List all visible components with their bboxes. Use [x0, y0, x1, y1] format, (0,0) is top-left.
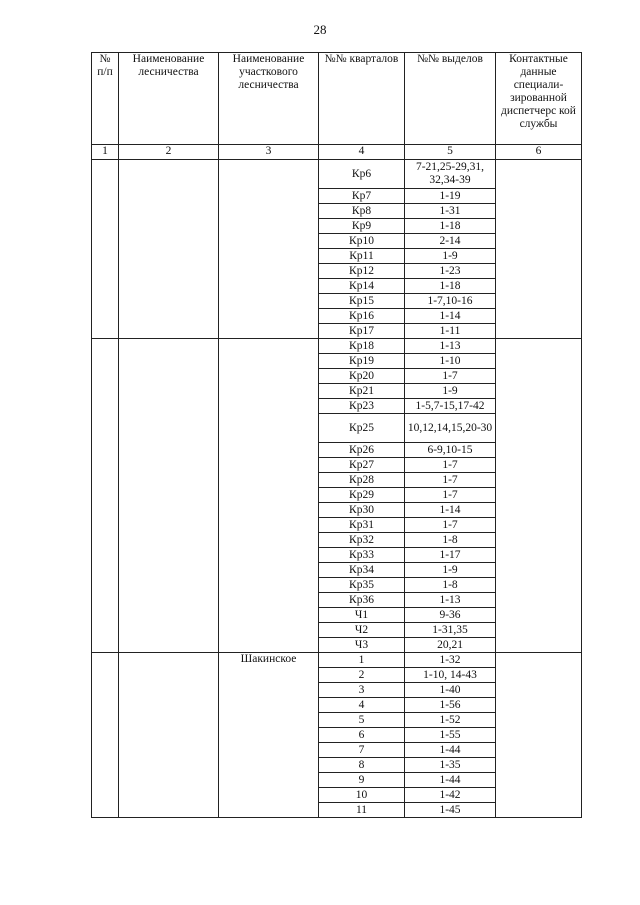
table-row [92, 339, 582, 354]
table-row [92, 653, 582, 668]
quarter-cell: Кр21 [319, 384, 405, 399]
contacts-cell [496, 339, 582, 653]
column-number: 4 [319, 145, 405, 160]
contacts-cell [496, 653, 582, 818]
header-row [92, 53, 582, 145]
sections-cell: 1-31,35 [405, 623, 496, 638]
quarter-cell: Кр10 [319, 234, 405, 249]
quarter-cell: Кр12 [319, 264, 405, 279]
sections-cell: 1-42 [405, 788, 496, 803]
quarter-cell: Кр31 [319, 518, 405, 533]
column-number-row [92, 145, 582, 160]
sections-cell: 20,21 [405, 638, 496, 653]
number-cell [92, 160, 119, 339]
sections-cell: 6-9,10-15 [405, 443, 496, 458]
quarter-cell: 1 [319, 653, 405, 668]
forestry-table [91, 52, 582, 818]
quarter-cell: Кр16 [319, 309, 405, 324]
quarter-cell: 5 [319, 713, 405, 728]
sections-cell: 2-14 [405, 234, 496, 249]
sections-cell: 7-21,25-29,31, 32,34-39 [405, 160, 496, 189]
quarter-cell: Кр33 [319, 548, 405, 563]
sections-cell: 1-32 [405, 653, 496, 668]
table-body [92, 160, 582, 818]
district-cell [219, 160, 319, 339]
sections-cell: 1-9 [405, 384, 496, 399]
column-number: 2 [119, 145, 219, 160]
sections-cell: 1-10, 14-43 [405, 668, 496, 683]
column-number: 1 [92, 145, 119, 160]
sections-cell: 1-7 [405, 488, 496, 503]
quarter-cell: Кр26 [319, 443, 405, 458]
sections-cell: 1-44 [405, 773, 496, 788]
quarter-cell: 2 [319, 668, 405, 683]
quarter-cell: 6 [319, 728, 405, 743]
quarter-cell: Ч3 [319, 638, 405, 653]
sections-cell: 1-14 [405, 503, 496, 518]
quarter-cell: Кр34 [319, 563, 405, 578]
quarter-cell: Кр8 [319, 204, 405, 219]
quarter-cell: Кр32 [319, 533, 405, 548]
number-cell [92, 653, 119, 818]
sections-cell: 1-10 [405, 354, 496, 369]
quarter-cell: Кр27 [319, 458, 405, 473]
quarter-cell: 9 [319, 773, 405, 788]
quarter-cell: 7 [319, 743, 405, 758]
district-cell: Шакинское [219, 653, 319, 818]
quarter-cell: Кр6 [319, 160, 405, 189]
quarter-cell: Кр11 [319, 249, 405, 264]
sections-cell: 1-35 [405, 758, 496, 773]
sections-cell: 1-7,10-16 [405, 294, 496, 309]
header-quarters: №№ кварталов [319, 53, 405, 145]
sections-cell: 1-44 [405, 743, 496, 758]
quarter-cell: Кр15 [319, 294, 405, 309]
sections-cell: 10,12,14,15,20-30 [405, 414, 496, 443]
forestry-cell [119, 160, 219, 339]
sections-cell: 1-23 [405, 264, 496, 279]
quarter-cell: Кр23 [319, 399, 405, 414]
quarter-cell: Кр29 [319, 488, 405, 503]
quarter-cell: Ч1 [319, 608, 405, 623]
quarter-cell: 8 [319, 758, 405, 773]
column-number: 3 [219, 145, 319, 160]
sections-cell: 1-8 [405, 533, 496, 548]
sections-cell: 1-17 [405, 548, 496, 563]
table-row [92, 160, 582, 189]
sections-cell: 1-8 [405, 578, 496, 593]
header-sections: №№ выделов [405, 53, 496, 145]
sections-cell: 1-52 [405, 713, 496, 728]
header-contacts: Контактные данные специали-зированной диспетчерс кой службы [496, 53, 582, 145]
sections-cell: 1-13 [405, 339, 496, 354]
page-number: 28 [313, 22, 327, 37]
quarter-cell: 3 [319, 683, 405, 698]
sections-cell: 1-19 [405, 189, 496, 204]
sections-cell: 1-13 [405, 593, 496, 608]
quarter-cell: 11 [319, 803, 405, 818]
sections-cell: 1-7 [405, 369, 496, 384]
sections-cell: 1-5,7-15,17-42 [405, 399, 496, 414]
quarter-cell: Кр19 [319, 354, 405, 369]
sections-cell: 1-7 [405, 518, 496, 533]
sections-cell: 1-55 [405, 728, 496, 743]
number-cell [92, 339, 119, 653]
quarter-cell: 4 [319, 698, 405, 713]
district-cell [219, 339, 319, 653]
header-number: № п/п [92, 53, 119, 145]
sections-cell: 1-40 [405, 683, 496, 698]
quarter-cell: Кр14 [319, 279, 405, 294]
sections-cell: 1-11 [405, 324, 496, 339]
header-district-forestry: Наименование участкового лесничества [219, 53, 319, 145]
quarter-cell: Кр28 [319, 473, 405, 488]
column-number: 5 [405, 145, 496, 160]
quarter-cell: Кр25 [319, 414, 405, 443]
quarter-cell: Кр35 [319, 578, 405, 593]
sections-cell: 1-45 [405, 803, 496, 818]
forestry-cell [119, 339, 219, 653]
sections-cell: 1-9 [405, 563, 496, 578]
quarter-cell: Кр36 [319, 593, 405, 608]
column-number: 6 [496, 145, 582, 160]
quarter-cell: Кр7 [319, 189, 405, 204]
quarter-cell: Ч2 [319, 623, 405, 638]
sections-cell: 1-9 [405, 249, 496, 264]
sections-cell: 1-14 [405, 309, 496, 324]
quarter-cell: Кр9 [319, 219, 405, 234]
sections-cell: 9-36 [405, 608, 496, 623]
sections-cell: 1-18 [405, 279, 496, 294]
sections-cell: 1-31 [405, 204, 496, 219]
header-forestry: Наименование лесничества [119, 53, 219, 145]
sections-cell: 1-18 [405, 219, 496, 234]
sections-cell: 1-7 [405, 458, 496, 473]
quarter-cell: Кр17 [319, 324, 405, 339]
contacts-cell [496, 160, 582, 339]
forestry-cell [119, 653, 219, 818]
sections-cell: 1-56 [405, 698, 496, 713]
quarter-cell: 10 [319, 788, 405, 803]
sections-cell: 1-7 [405, 473, 496, 488]
quarter-cell: Кр20 [319, 369, 405, 384]
quarter-cell: Кр18 [319, 339, 405, 354]
quarter-cell: Кр30 [319, 503, 405, 518]
